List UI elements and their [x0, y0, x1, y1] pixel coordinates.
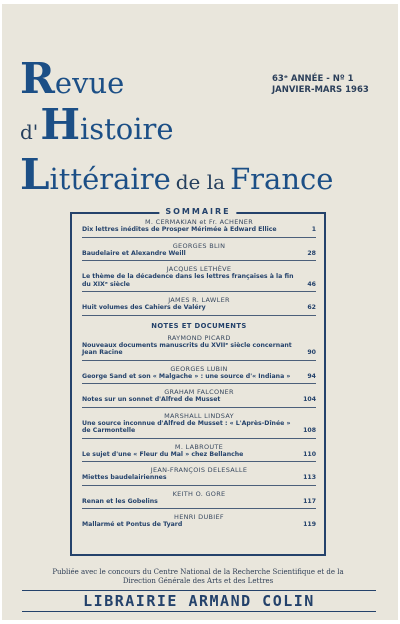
sponsor-note: Publiée avec le concours du Centre National de la Recherche Scientifique et de la Direction Générale des Arts et des Lettres: [52, 568, 344, 585]
entry-page: 119: [303, 521, 316, 528]
entry-title: Nouveaux documents manuscrits du XVIIᵉ siècle concernant Jean Racine: [82, 341, 292, 356]
entry-title: Renan et les Gobelins: [82, 497, 158, 505]
contents-entry: [82, 365, 316, 385]
masthead-initial-l: L: [20, 150, 50, 199]
entry-page: 90: [307, 349, 316, 356]
notes-section-title: NOTES ET DOCUMENTS: [151, 321, 247, 330]
masthead-line-3: [20, 150, 334, 199]
entry-divider: [82, 291, 316, 292]
entry-page: 1: [311, 226, 316, 233]
entry-divider: [82, 383, 316, 384]
masthead-line-1: [20, 54, 125, 103]
entry-page: 113: [303, 474, 316, 481]
entry-divider: [82, 438, 316, 439]
entry-divider: [82, 260, 316, 261]
contents-entry: [82, 412, 316, 439]
entry-page: 28: [307, 249, 316, 257]
entry-author: RAYMOND PICARD: [167, 333, 231, 342]
entry-divider: [82, 315, 316, 316]
entry-author: HENRI DUBIEF: [174, 513, 224, 521]
entry-title: George Sand et son « Malgache » : une source d'« Indiana »: [82, 372, 291, 380]
entry-page: 94: [307, 372, 316, 380]
masthead-word-de-la: de la: [175, 170, 226, 194]
entry-title: Miettes baudelairiennes: [82, 474, 167, 481]
table-of-contents: [70, 207, 326, 556]
entry-title: Mallarmé et Pontus de Tyard: [82, 521, 183, 528]
entry-title: Le thème de la décadence dans les lettres françaises à la fin du XIXᵉ siècle: [82, 273, 294, 288]
entry-divider: [82, 360, 316, 361]
entry-author: M. LABROUTE: [174, 442, 224, 451]
entry-author: JACQUES LETHÈVE: [166, 265, 232, 273]
masthead-word-histoire: istoire: [80, 112, 174, 146]
contents-heading: SOMMAIRE: [159, 207, 236, 216]
masthead-initial-h: H: [40, 100, 80, 149]
journal-cover: [2, 4, 398, 620]
masthead-word-litteraire: ittéraire: [49, 162, 171, 196]
entry-divider: [82, 508, 316, 509]
contents-entry: [82, 265, 316, 292]
contents-entry: [82, 296, 316, 316]
entry-page: 110: [303, 450, 316, 458]
entry-author: GRAHAM FALCONER: [164, 388, 234, 396]
entry-author: GEORGES BLIN: [172, 241, 226, 250]
entry-page: 104: [303, 396, 316, 403]
entry-page: 108: [303, 427, 316, 434]
contents-entry: [82, 218, 316, 238]
entry-author: M. CERMAKIAN et Fr. ACHENER: [144, 218, 254, 226]
entry-author: GEORGES LUBIN: [170, 364, 228, 373]
contents-entry: [82, 443, 316, 463]
masthead-word-revue: evue: [54, 66, 125, 100]
entry-page: 117: [303, 497, 316, 505]
issue-year-number: 63ᵉ ANNÉE - Nº 1: [272, 74, 354, 84]
contents-entry: [82, 388, 316, 408]
entry-author: JAMES R. LAWLER: [168, 296, 230, 304]
contents-entry: [82, 513, 316, 529]
contents-entry: [82, 242, 316, 262]
entry-title: Notes sur un sonnet d'Alfred de Musset: [82, 396, 221, 403]
entry-title: Huit volumes des Cahiers de Valéry: [82, 304, 206, 311]
entry-page: 46: [307, 280, 316, 288]
entry-divider: [82, 485, 316, 486]
issue-info: [272, 74, 369, 96]
masthead-word-france: France: [230, 162, 334, 196]
publisher-bar: [22, 590, 376, 612]
entry-title: Dix lettres inédites de Prosper Mérimée à Edward Ellice: [82, 226, 277, 233]
entry-author: JEAN-FRANÇOIS DELESALLE: [150, 466, 248, 474]
publisher-name: LIBRAIRIE ARMAND COLIN: [83, 592, 315, 610]
entry-title: Une source inconnue d'Alfred de Musset : « L'Après-Dînée » de Carmontelle: [82, 419, 291, 434]
entry-author: MARSHALL LINDSAY: [164, 411, 234, 420]
masthead-prefix: d': [20, 120, 39, 144]
entry-page: 62: [307, 304, 316, 311]
masthead-initial-r: R: [20, 54, 55, 103]
entry-title: Le sujet d'une « Fleur du Mal » chez Bellanche: [82, 450, 244, 458]
entry-title: Baudelaire et Alexandre Weill: [82, 249, 186, 257]
issue-date: JANVIER-MARS 1963: [272, 85, 369, 95]
entry-author: KEITH O. GORE: [172, 489, 226, 498]
masthead-line-2: [20, 100, 174, 149]
contents-entry: [82, 466, 316, 486]
contents-entry: [82, 334, 316, 361]
entry-divider: [82, 461, 316, 462]
entry-divider: [82, 237, 316, 238]
entry-divider: [82, 407, 316, 408]
contents-entry: [82, 490, 316, 510]
